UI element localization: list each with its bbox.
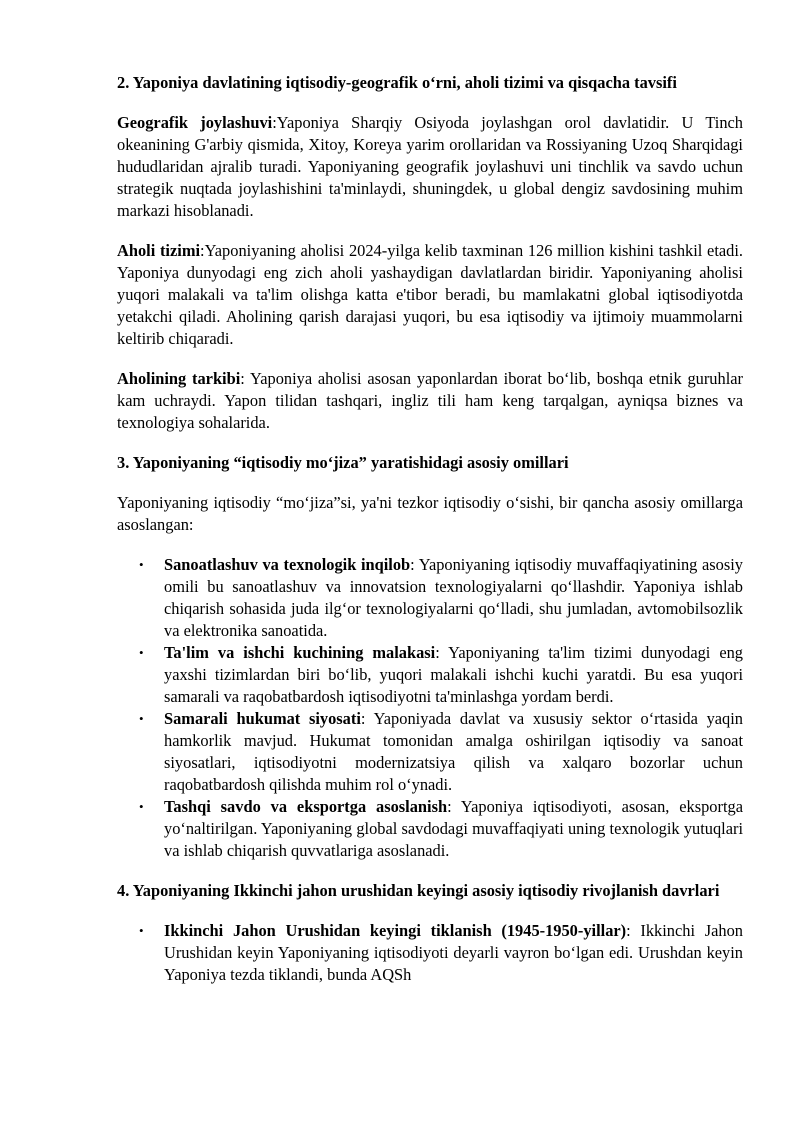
list-item-text: : Yaponiya iqtisodiyoti, asosan, eksportga yoʻnaltirilgan. Yaponiyaning global savdodagi muvaffaqiyati uning texnologik yutuqlari va ishlab chiqarish quvvatlariga asoslanadi. [164,797,743,860]
list-item-text: : Ikkinchi Jahon Urushidan keyin Yaponiyaning iqtisodiyoti deyarli vayron boʻlgan edi. Urushdan keyin Yaponiya tezda tiklandi, bunda AQSh [164,921,743,984]
geography-text: :Yaponiya Sharqiy Osiyoda joylashgan orol davlatidir. U Tinch okeanining G'arbiy qismida, Xitoy, Koreya yarim orollaridan va Rossiyaning Uzoq Sharqidagi hududlaridan ajralib turadi. Yaponiyaning geografik joylashuvi uni tinchlik va savdo uchun strategik nuqtada joylashishini ta'minlaydi, shuningdek, u global dengiz savdosining muhim markazi hisoblanadi. [117,113,743,220]
geography-label: Geografik joylashuvi [117,113,273,132]
geography-paragraph [117,112,743,222]
list-item [164,554,743,642]
section-3-intro: Yaponiyaning iqtisodiy “moʻjiza”si, ya'ni tezkor iqtisodiy oʻsishi, bir qancha asosiy omillarga asoslangan: [117,493,743,534]
list-item [164,642,743,708]
composition-paragraph [117,368,743,434]
list-item-label: Samarali hukumat siyosati [164,709,361,728]
population-text: :Yaponiyaning aholisi 2024-yilga kelib taxminan 126 million kishini tashkil etadi. Yaponiya dunyodagi eng zich aholi yashaydigan davlatlardan biridir. Yaponiyaning aholisi yuqori malakali va ta'lim olishga katta e'tibor beradi, bu mamlakatni global iqtisodiyotda yetakchi qiladi. Aholining qarish darajasi yuqori, bu esa iqtisodiy va ijtimoiy muammolarni keltirib chiqaradi. [117,241,743,348]
list-item-text: : Yaponiyaning ta'lim tizimi dunyodagi eng yaxshi tizimlardan biri boʻlib, yuqori malakali ishchi kuchi yaratdi. Bu esa yuqori samarali va raqobatbardosh iqtisodiyotni ta'minlashga yordam berdi. [164,643,743,706]
factors-list [117,554,743,862]
list-item-label: Ta'lim va ishchi kuchining malakasi [164,643,436,662]
section-4-heading: 4. Yaponiyaning Ikkinchi jahon urushidan keyingi asosiy iqtisodiy rivojlanish davrlari [117,881,720,900]
periods-list [117,920,743,986]
list-item-label: Sanoatlashuv va texnologik inqilob [164,555,411,574]
list-item-label: Tashqi savdo va eksportga asoslanish [164,797,448,816]
composition-text: : Yaponiya aholisi asosan yaponlardan iborat boʻlib, boshqa etnik guruhlar kam uchraydi. Yapon tilidan tashqari, ingliz tili ham keng tarqalgan, ayniqsa biznes va texnologiya sohalarida. [117,369,743,432]
document-page [117,72,743,986]
list-item-text: : Yaponiyaning iqtisodiy muvaffaqiyatining asosiy omili bu sanoatlashuv va innovatsion texnologiyalarni qoʻllashdir. Yaponiya ishlab chiqarish sohasida juda ilgʻor texnologiyalarni qoʻlladi, shu jumladan, avtomobilsozlik va elektronika sanoatida. [164,555,743,640]
list-item-label: Ikkinchi Jahon Urushidan keyingi tiklanish (1945-1950-yillar) [164,921,627,940]
list-item [164,796,743,862]
composition-label: Aholining tarkibi [117,369,241,388]
list-item-text: : Yaponiyada davlat va xususiy sektor oʻrtasida yaqin hamkorlik mavjud. Hukumat tomonidan amalga oshirilgan iqtisodiy va sanoat siyosatlari, iqtisodiyotni modernizatsiya qilish va xalqaro bozorlar uchun raqobatbardosh qilishda muhim rol oʻynadi. [164,709,743,794]
section-2-heading: 2. Yaponiya davlatining iqtisodiy-geografik oʻrni, aholi tizimi va qisqacha tavsifi [117,73,677,92]
population-label: Aholi tizimi [117,241,201,260]
list-item [164,708,743,796]
list-item [164,920,743,986]
population-paragraph [117,240,743,350]
section-3-heading: 3. Yaponiyaning “iqtisodiy moʻjiza” yaratishidagi asosiy omillari [117,453,569,472]
